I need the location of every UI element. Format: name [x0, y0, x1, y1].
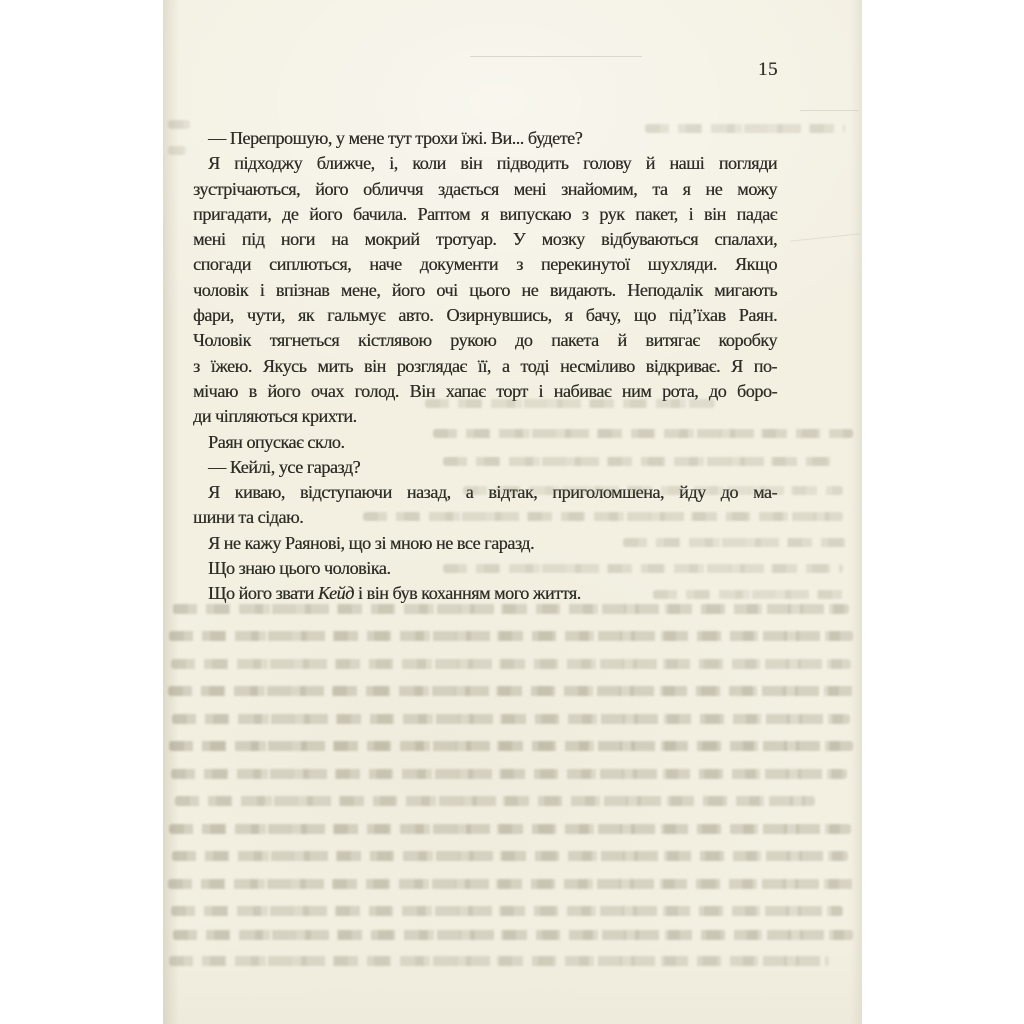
bleedthrough-line [169, 824, 851, 834]
bleedthrough-line [175, 796, 815, 806]
bleedthrough-line [623, 538, 853, 547]
text-line: Я киваю, відступаючи назад, а відтак, приголомшена, йду до ма- [208, 482, 777, 503]
bleedthrough-line [173, 930, 853, 940]
text-line: з їжею. Якусь мить він розглядає її, а тоді несміливо відкриває. Я по- [193, 355, 777, 376]
bleedthrough-line [168, 120, 190, 129]
text-line: — Перепрошую, у мене тут трохи їжі. Ви... будете? [208, 128, 583, 148]
bleedthrough-line [171, 906, 843, 916]
page-number: 15 [758, 59, 778, 80]
bleedthrough-line [171, 769, 847, 779]
text-line: зустрічаються, його обличчя здається мені знайомим, та я не можу [193, 178, 777, 199]
text-segment: Що його звати [208, 583, 318, 604]
scan-artifact-line [470, 56, 642, 57]
bleedthrough-line [172, 714, 850, 724]
bleedthrough-line [173, 604, 849, 614]
bleedthrough-line [171, 659, 851, 669]
text-line: фари, чути, як гальмує авто. Озирнувшись, я бачу, що під’їхав Раян. [193, 305, 777, 326]
text-line: — Кейлі, усе гаразд? [208, 456, 361, 477]
bleedthrough-line [463, 486, 843, 495]
text-line: чоловік і впізнав мене, його очі цього не видають. Неподалік мигають [193, 279, 777, 300]
text-segment: і він був коханням мого життя. [353, 583, 581, 604]
text-line: ди чіпляються крихти. [193, 406, 357, 427]
bleedthrough-line [433, 429, 853, 438]
text-line: шини та сідаю. [193, 507, 304, 528]
bleedthrough-line [172, 851, 848, 861]
scan-artifact-line [790, 233, 860, 241]
bleedthrough-line [653, 590, 848, 599]
bleedthrough-line [168, 686, 854, 696]
bleedthrough-line [168, 879, 854, 889]
scan-artifact-line [800, 110, 858, 111]
text-line: Я підходжу ближче, і, коли він підводить голову й наші погляди [208, 153, 777, 174]
text-line: спогади сиплються, наче документи з перекинутої шухляди. Якщо [193, 254, 777, 275]
bleedthrough-line [168, 146, 186, 155]
paper-sheet [163, 0, 862, 1024]
text-line: Що знаю цього чоловіка. [208, 558, 391, 579]
bleedthrough-line [169, 741, 853, 751]
bleedthrough-line [645, 124, 845, 133]
bleedthrough-line [169, 956, 829, 966]
bleedthrough-line [425, 399, 715, 408]
bleedthrough-line [443, 564, 843, 573]
text-line: Я не кажу Раянові, що зі мною не все гаразд. [208, 532, 534, 553]
bleedthrough-line [363, 512, 843, 521]
body-text [193, 126, 777, 607]
text-line: Чоловік тягнеться кістлявою рукою до пакета й витягає коробку [193, 330, 777, 351]
bleedthrough-line [443, 457, 833, 466]
character-name-italic: Кейд [317, 583, 354, 604]
bleedthrough-line [169, 631, 853, 641]
text-line: мічаю в його очах голод. Він хапає торт і набиває ним рота, до боро- [193, 380, 777, 401]
text-line: мені під ноги на мокрий тротуар. У мозку відбуваються спалахи, [193, 229, 777, 250]
text-line: Раян опускає скло. [208, 431, 345, 452]
text-line: пригадати, де його бачила. Раптом я випускаю з рук пакет, і він падає [193, 203, 777, 224]
